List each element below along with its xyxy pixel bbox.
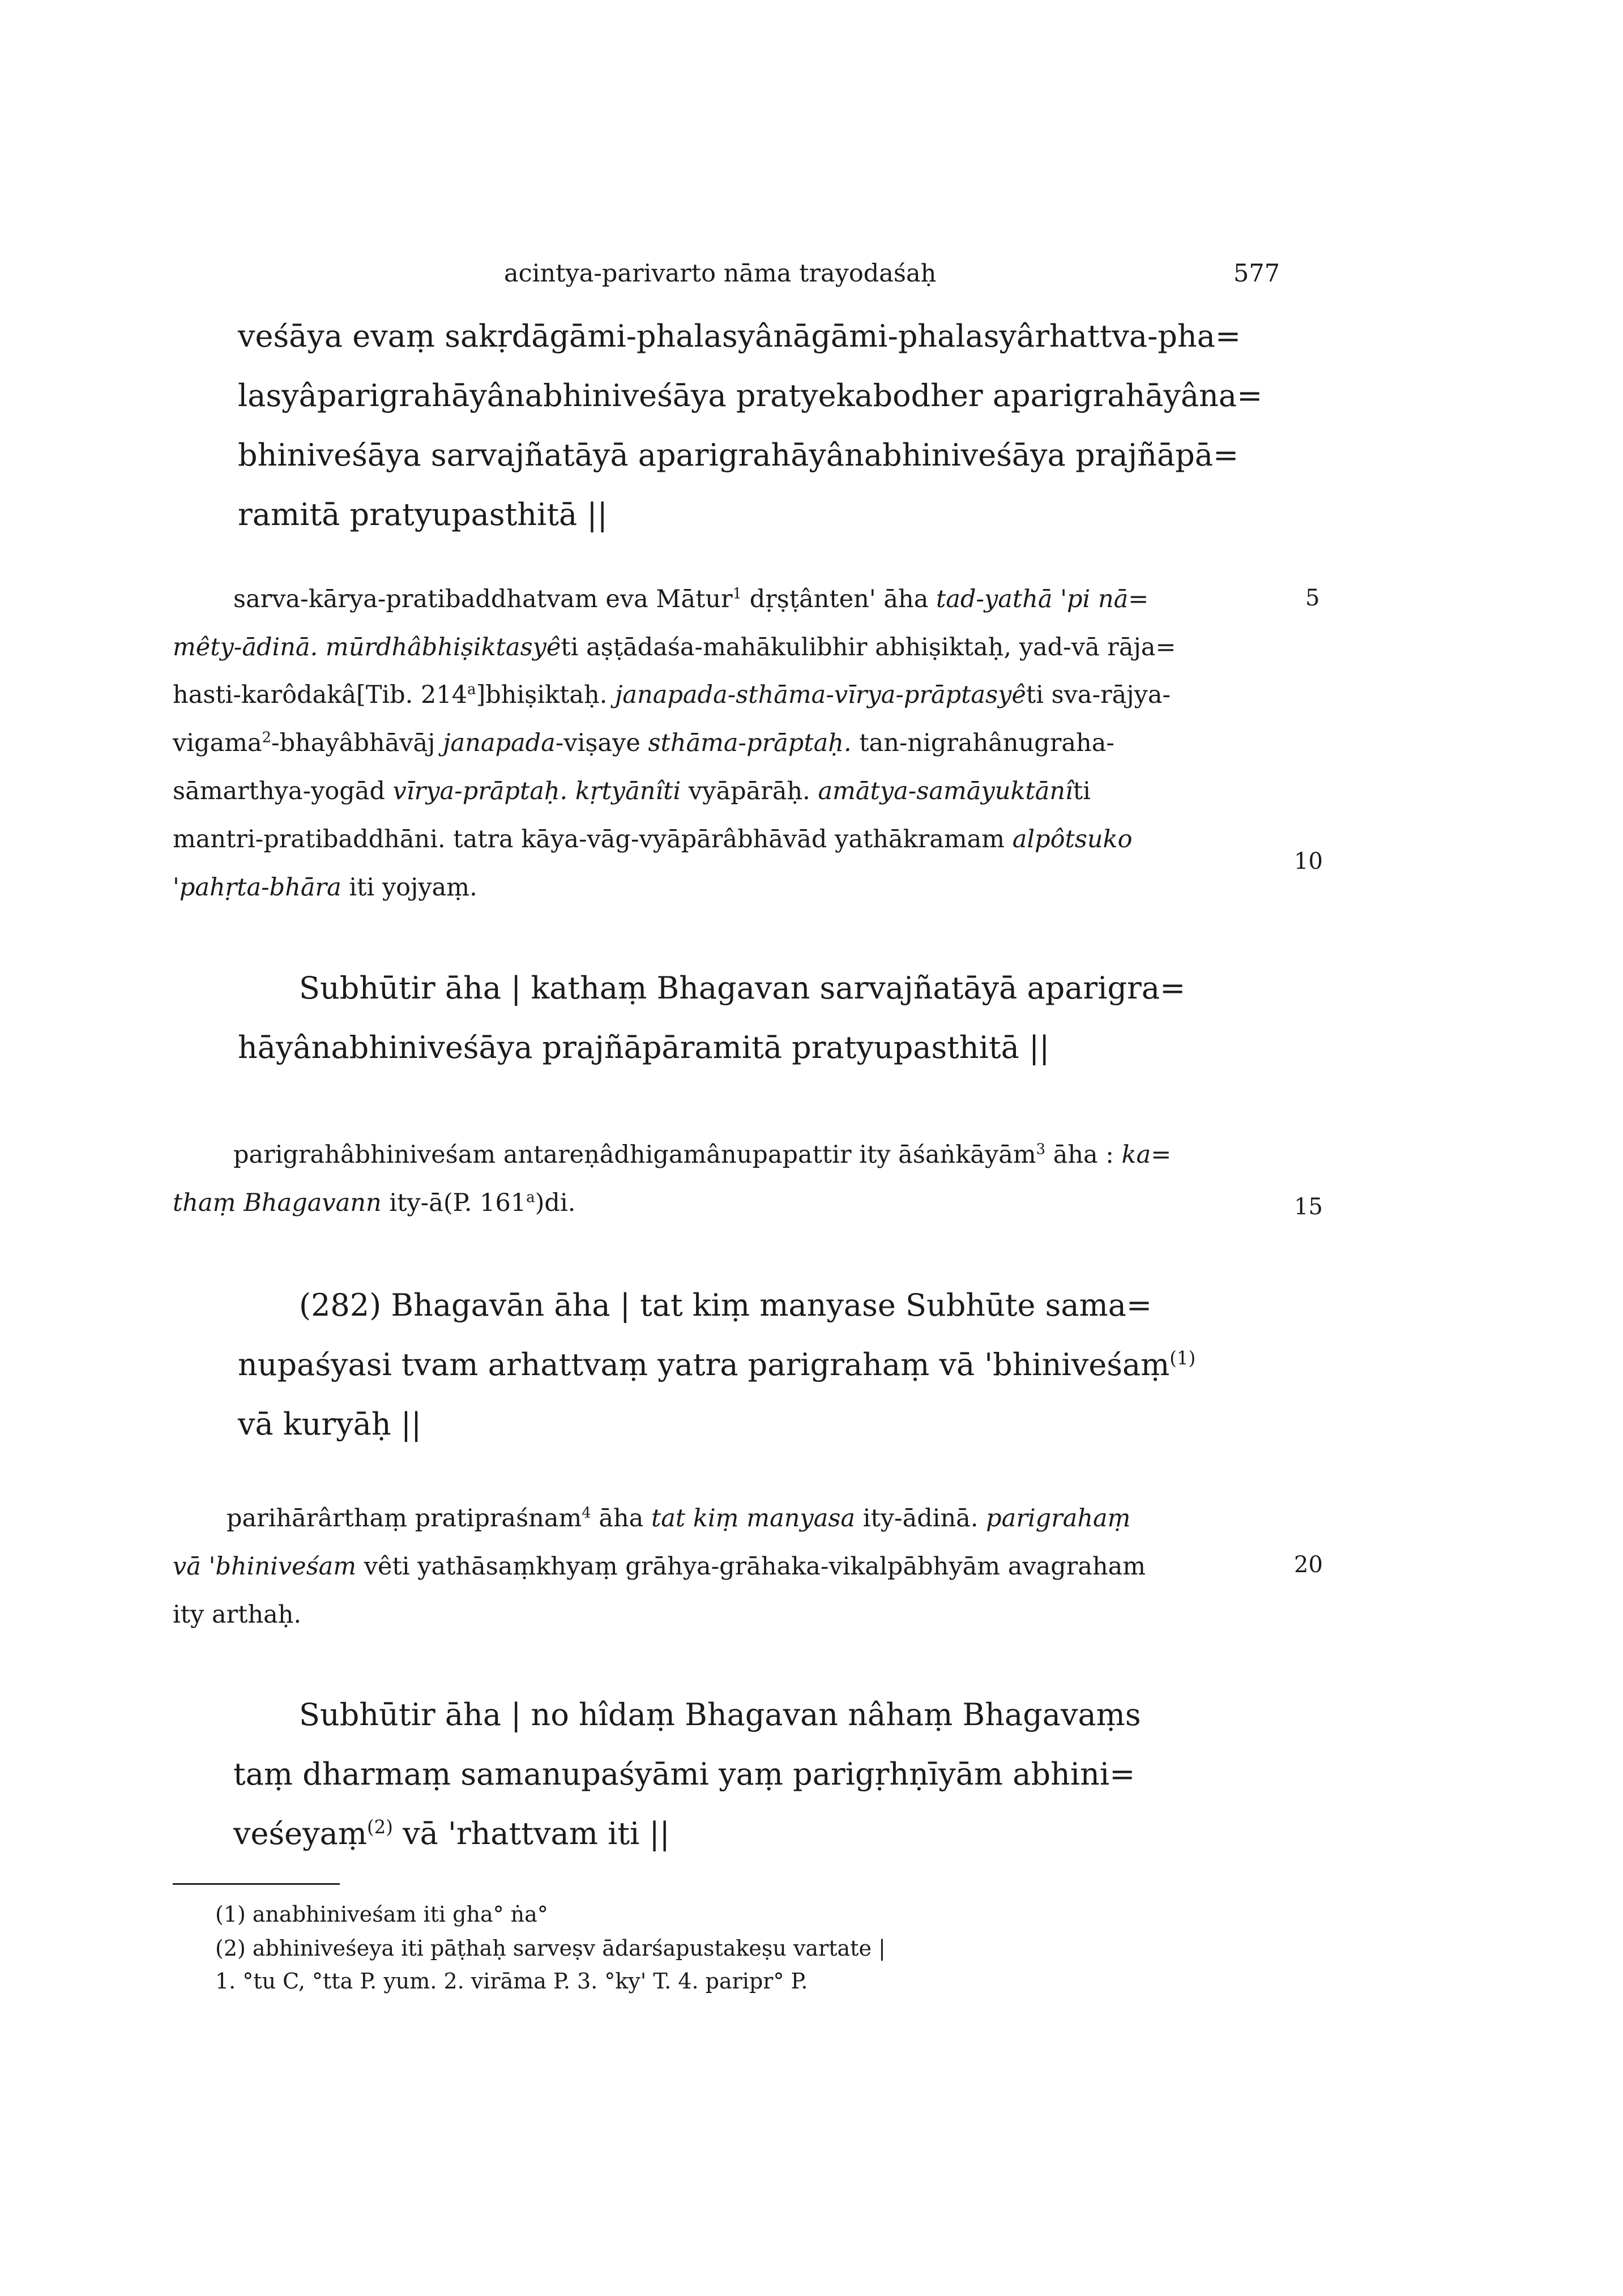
- commentary-line: thaṃ Bhagavann ity-ā(P. 161$^a$)di.: [173, 1189, 576, 1217]
- verse-line: veśāya evaṃ sakṛdāgāmi-phalasyânāgāmi-phalasyârhattva-pha=: [238, 318, 1241, 354]
- commentary-line: parigrahâbhiniveśam antareṇâdhigamânupapattir ity āśaṅkāyām$^3$ āha : ka=: [233, 1141, 1172, 1169]
- commentary-line: hasti-karôdakâ[Tib. 214$^a$]bhiṣiktaḥ. janapada-sthāma-vīrya-prāptasyêti sva-rājya-: [173, 681, 1171, 709]
- verse-line: nupaśyasi tvam arhattvaṃ yatra parigrahaṃ vā 'bhiniveśaṃ$^{(1)}$: [238, 1347, 1196, 1382]
- verse-line: Subhūtir āha | no hîdaṃ Bhagavan nâhaṃ Bhagavaṃs: [299, 1697, 1141, 1732]
- verse-line: ramitā pratyupasthitā ||: [238, 497, 608, 532]
- verse-line: veśeyaṃ$^{(2)}$ vā 'rhattvam iti ||: [233, 1816, 670, 1851]
- commentary-line: sāmarthya-yogād vīrya-prāptaḥ. kṛtyānîti vyāpārāḥ. amātya-samāyuktānîti: [173, 777, 1091, 805]
- footnote: (1) anabhiniveśam iti gha° ṅa°: [215, 1902, 548, 1927]
- commentary-line: ity arthaḥ.: [173, 1601, 302, 1629]
- footnote-rule: [173, 1883, 340, 1885]
- footnote: 1. °tu C, °tta P. yum. 2. virāma P. 3. °ky' T. 4. paripr° P.: [215, 1969, 808, 1994]
- verse-line: lasyâparigrahāyânabhiniveśāya pratyekabodher aparigrahāyâna=: [238, 378, 1263, 413]
- line-number: 20: [1294, 1552, 1323, 1578]
- line-number: 10: [1294, 848, 1323, 874]
- commentary-line: vā 'bhiniveśam vêti yathāsaṃkhyaṃ grāhya-grāhaka-vikalpābhyām avagraham: [173, 1552, 1146, 1581]
- commentary-line: 'pahṛta-bhāra iti yojyaṃ.: [173, 873, 477, 902]
- footnote: (2) abhiniveśeya iti pāṭhaḥ sarveṣv ādarśapustakeṣu vartate |: [215, 1936, 886, 1961]
- running-title: acintya-parivarto nāma trayodaśaḥ: [504, 259, 937, 288]
- page-number: 577: [1233, 259, 1280, 288]
- verse-line: taṃ dharmaṃ samanupaśyāmi yaṃ parigṛhṇīyām abhini=: [233, 1756, 1135, 1792]
- commentary-line: mantri-pratibaddhāni. tatra kāya-vāg-vyāpārâbhāvād yathākramam alpôtsuko: [173, 825, 1133, 853]
- verse-line: Subhūtir āha | kathaṃ Bhagavan sarvajñatāyā aparigra=: [299, 970, 1186, 1006]
- verse-line: bhiniveśāya sarvajñatāyā aparigrahāyânabhiniveśāya prajñāpā=: [238, 437, 1239, 473]
- line-number: 5: [1305, 585, 1320, 611]
- verse-line: vā kuryāḥ ||: [238, 1406, 422, 1442]
- line-number: 15: [1294, 1194, 1323, 1220]
- commentary-line: vigama$^2$-bhayâbhāvāj janapada-viṣaye sthāma-prāptaḥ. tan-nigrahânugraha-: [173, 729, 1114, 757]
- verse-line: hāyânabhiniveśāya prajñāpāramitā pratyupasthitā ||: [238, 1030, 1050, 1065]
- commentary-line: mêty-ādinā. mūrdhâbhiṣiktasyêti aṣṭādaśa-mahākulibhir abhiṣiktaḥ, yad-vā rāja=: [173, 633, 1176, 662]
- commentary-line: parihārârthaṃ pratipraśnam$^4$ āha tat kiṃ manyasa ity-ādinā. parigrahaṃ: [227, 1504, 1131, 1533]
- commentary-line: sarva-kārya-pratibaddhatvam eva Mātur$^1$ dṛṣṭânten' āha tad-yathā 'pi nā=: [233, 585, 1149, 613]
- verse-line: (282) Bhagavān āha | tat kiṃ manyase Subhūte sama=: [299, 1287, 1152, 1323]
